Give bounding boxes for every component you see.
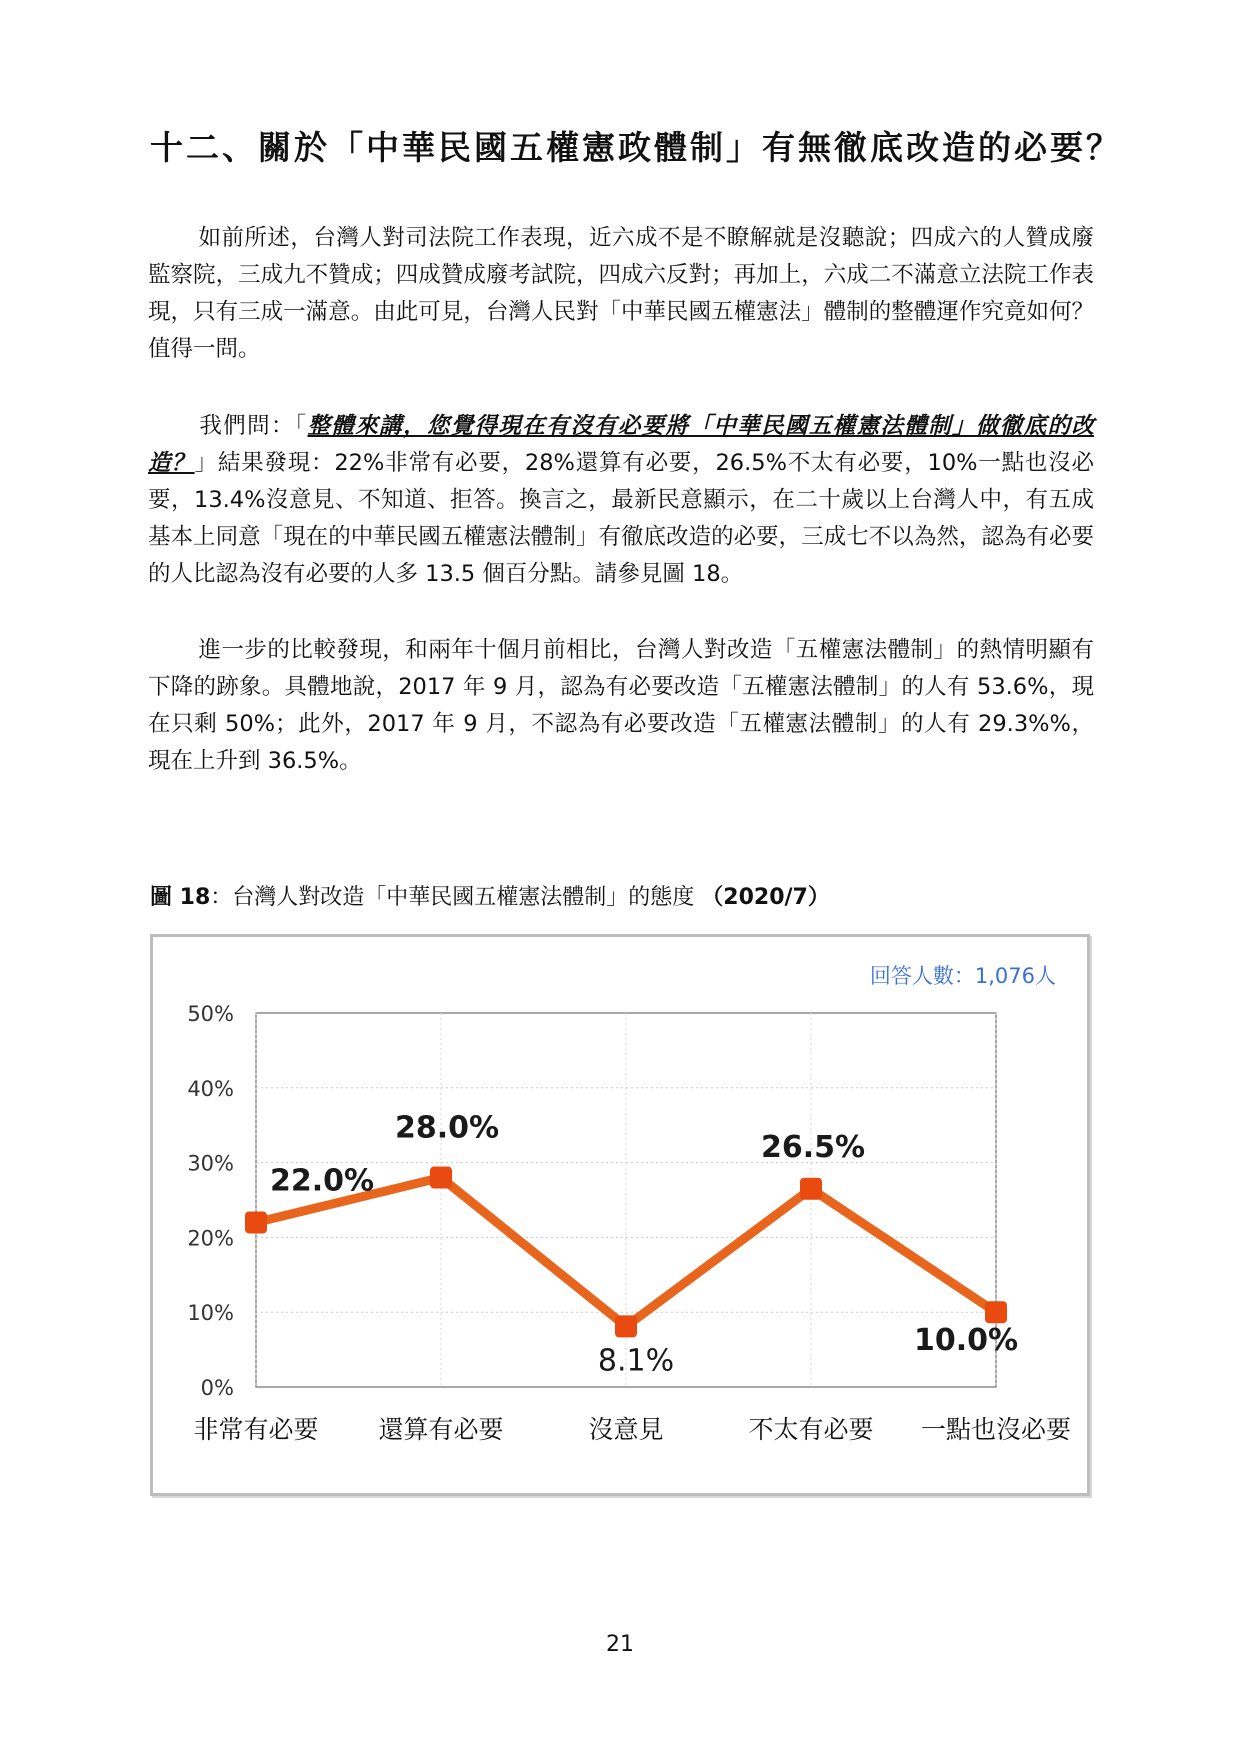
- paragraph-1-text: 如前所述，台灣人對司法院工作表現，近六成不是不瞭解就是沒聽說；四成六的人贊成廢監察院，三成九不贊成；四成贊成廢考試院，四成六反對；再加上，六成二不滿意立法院工作表現，只有三成一滿意。由此可見，台灣人民對「中華民國五權憲法」體制的整體運作究竟如何？值得一問。: [148, 225, 1094, 362]
- figure-caption-text: ：台灣人對改造「中華民國五權憲法體制」的態度: [210, 885, 702, 910]
- x-tick-label: 沒意見: [588, 1415, 664, 1444]
- y-tick-label: 20%: [187, 1226, 234, 1251]
- y-tick-label: 0%: [200, 1376, 234, 1400]
- data-point: [430, 1167, 452, 1189]
- page-number: 21: [606, 1632, 634, 1657]
- paragraph-2-lead: 我們問：「: [198, 413, 308, 439]
- data-label: 26.5%: [760, 1129, 866, 1165]
- paragraph-3-text: 進一步的比較發現，和兩年十個月前相比，台灣人對改造「五權憲法體制」的熱情明顯有下降的跡象。具體地說，2017 年 9 月，認為有必要改造「五權憲法體制」的人有 53.6%，現在只剩 50%；此外，2017 年 9 月，不認為有必要改造「五權憲法體制」的人有 29.3%%，現在上升到 36.5%。: [148, 637, 1094, 774]
- chart-frame: [150, 934, 1090, 1496]
- line-chart: [153, 937, 1087, 1493]
- data-label: 22.0%: [269, 1163, 375, 1199]
- x-tick-label: 不太有必要: [748, 1415, 874, 1444]
- data-label: 10.0%: [913, 1323, 1019, 1359]
- data-label: 28.0%: [394, 1110, 500, 1146]
- section-heading: 十二、關於「中華民國五權憲政體制」有無徹底改造的必要？: [150, 128, 1122, 167]
- data-point: [245, 1211, 267, 1233]
- respondent-count: 回答人數：1,076人: [869, 964, 1056, 988]
- y-tick-label: 30%: [187, 1151, 234, 1176]
- y-tick-label: 40%: [187, 1076, 234, 1101]
- x-tick-label: 還算有必要: [378, 1415, 504, 1444]
- paragraph-2-text: 」結果發現：22%非常有必要，28%還算有必要，26.5%不太有必要，10%一點也沒必要，13.4%沒意見、不知道、拒答。換言之，最新民意顯示，在二十歲以上台灣人中，有五成基本上同意「現在的中華民國五權憲法體制」有徹底改造的必要，三成七不以為然，認為有必要的人比認為沒有必要的人多 13.5 個百分點。請參見圖 18。: [148, 450, 1094, 587]
- x-tick-label: 非常有必要: [193, 1415, 319, 1444]
- data-label: 8.1%: [597, 1343, 675, 1379]
- paragraph-2: [148, 408, 1094, 593]
- paragraph-1: [148, 220, 1094, 368]
- data-point: [615, 1315, 637, 1337]
- y-tick-label: 50%: [187, 1002, 234, 1026]
- y-tick-label: 10%: [187, 1301, 234, 1326]
- paragraph-3: [148, 632, 1094, 780]
- figure-date: （2020/7）: [701, 885, 830, 910]
- figure-label: 圖 18: [150, 885, 211, 910]
- survey-question: 整體來講，您覺得現在有沒有必要將「中華民國五權憲法體制」做徹底的改造？: [148, 413, 1094, 476]
- data-point: [985, 1301, 1007, 1323]
- figure-caption: [150, 880, 830, 911]
- data-point: [800, 1178, 822, 1200]
- x-tick-label: 一點也沒必要: [920, 1415, 1072, 1444]
